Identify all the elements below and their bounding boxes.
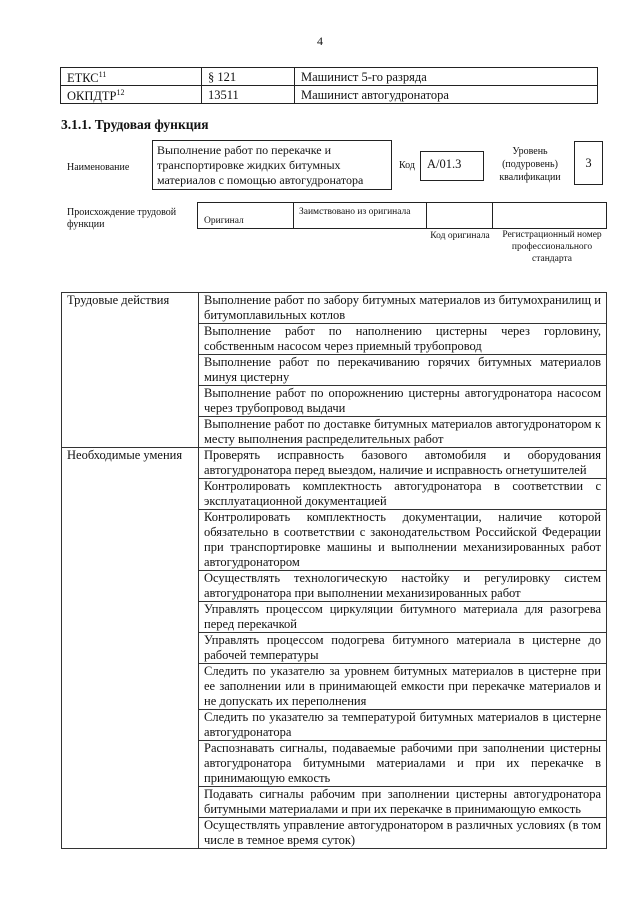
table-row xyxy=(62,293,607,324)
list-item: Проверять исправность базового автомобиля и оборудования автогудронатора перед выездом, наличие и исправность огнетушителей xyxy=(199,448,607,479)
origin-code-caption: Код оригинала xyxy=(430,231,490,241)
function-details-table xyxy=(61,292,607,849)
reference-code: ОКПДТР$^{12}$ xyxy=(61,86,202,104)
origin-code-cell xyxy=(426,202,493,229)
reference-row xyxy=(61,68,598,86)
level-label: Уровень (подуровень) квалификации xyxy=(499,146,561,183)
origin-reg-caption: Регистрационный номер профессионального стандарта xyxy=(502,230,602,264)
list-item: Контролировать комплектность документации, наличие которой обязательно в соответствии с законодательством Российской Федерации при транспортировке машины и выполнении механизированных работ автогудронатором xyxy=(199,510,607,571)
list-item: Следить по указателю за уровнем битумных материалов в цистерне при ее заполнении или в принимающей емкости при перекачке материалов и не допускать их переполнения xyxy=(199,664,607,710)
reference-value: 13511 xyxy=(202,86,295,104)
reference-name: Машинист 5-го разряда xyxy=(295,68,598,86)
list-item: Осуществлять управление автогудронатором в различных условиях (в том числе в темное время суток) xyxy=(199,818,607,849)
code-label: Код xyxy=(399,160,415,171)
function-name: Выполнение работ по перекачке и транспортировке жидких битумных материалов с помощью автогудронатора xyxy=(152,140,392,190)
page-number: 4 xyxy=(317,34,323,48)
reference-name: Машинист автогудронатора xyxy=(295,86,598,104)
list-item: Выполнение работ по опорожнению цистерны автогудронатора насосом через трубопровод выдачи xyxy=(199,386,607,417)
row-label: Трудовые действия xyxy=(62,293,199,448)
origin-reg-cell xyxy=(492,202,607,229)
list-item: Распознавать сигналы, подаваемые рабочими при заполнении цистерны автогудронатора битумными материалами и при их перекачке в принимающую емкость xyxy=(199,741,607,787)
reference-row xyxy=(61,86,598,104)
list-item: Выполнение работ по наполнению цистерны через горловину, собственным насосом через приемный трубопровод xyxy=(199,324,607,355)
row-label: Необходимые умения xyxy=(62,448,199,849)
level-value: 3 xyxy=(574,141,603,185)
list-item: Осуществлять технологическую настойку и регулировку систем автогудронатора при выполнении механизированных работ xyxy=(199,571,607,602)
list-item: Управлять процессом подогрева битумного материала в цистерне до рабочей температуры xyxy=(199,633,607,664)
reference-value: § 121 xyxy=(202,68,295,86)
list-item: Следить по указателю за температурой битумных материалов в цистерне автогудронатора xyxy=(199,710,607,741)
section-title: 3.1.1. Трудовая функция xyxy=(61,117,209,132)
table-row xyxy=(62,448,607,479)
list-item: Контролировать комплектность автогудронатора в соответствии с эксплуатационной документацией xyxy=(199,479,607,510)
reference-table xyxy=(60,67,598,104)
list-item: Подавать сигналы рабочим при заполнении цистерны автогудронатора битумными материалами и при их перекачке в принимающую емкость xyxy=(199,787,607,818)
origin-original: Оригинал xyxy=(197,202,294,229)
list-item: Выполнение работ по доставке битумных материалов автогудронатором к месту выполнения распределительных работ xyxy=(199,417,607,448)
list-item: Управлять процессом циркуляции битумного материала для разогрева перед перекачкой xyxy=(199,602,607,633)
list-item: Выполнение работ по перекачиванию горячих битумных материалов минуя цистерну xyxy=(199,355,607,386)
name-label: Наименование xyxy=(67,162,130,173)
function-code: A/01.3 xyxy=(420,151,484,181)
list-item: Выполнение работ по забору битумных материалов из битумохранилищ и битумоплавильных котлов xyxy=(199,293,607,324)
reference-code: ЕТКС$^{11}$ xyxy=(61,68,202,86)
origin-borrowed: Заимствовано из оригинала xyxy=(293,202,427,229)
origin-label: Происхождение трудовой функции xyxy=(67,207,177,230)
